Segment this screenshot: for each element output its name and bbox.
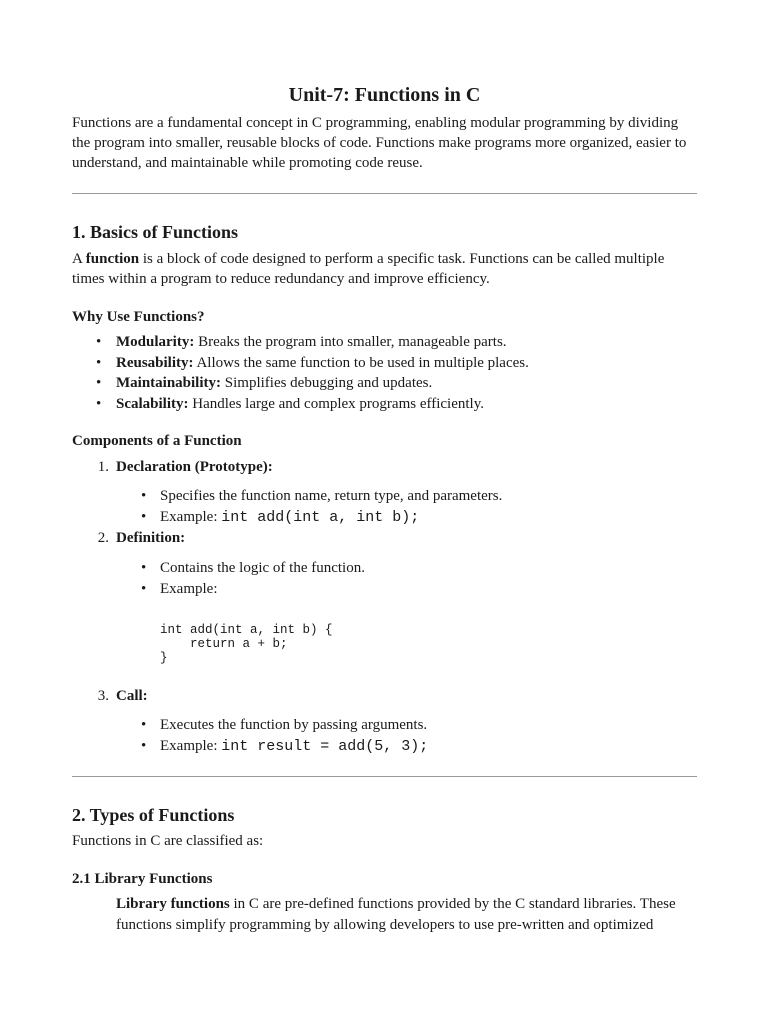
code-block: int add(int a, int b) { return a + b; } [160, 623, 333, 665]
component-call: Call: [116, 688, 148, 704]
bullet-marker: • [141, 560, 147, 576]
divider [72, 193, 697, 194]
divider [72, 776, 697, 777]
intro-paragraph: Functions are a fundamental concept in C programming, enabling modular programming by dividing the program into smaller, reusable blocks of code. Functions make programs more organized, easier to understand, and maintainable while promoting code reuse. [72, 115, 687, 171]
component-definition: Definition: [116, 530, 186, 546]
bullet-marker: • [141, 717, 147, 733]
bullet-marker: • [96, 375, 102, 391]
term-function: function [85, 251, 140, 267]
list-number: 1. [97, 459, 109, 475]
library-functions-paragraph: Library functions in C are pre-defined functions provided by the C standard libraries. These functions simplify programming by allowing developers to use pre-written and optimized [116, 896, 676, 933]
list-item-modularity: Modularity: Breaks the program into smaller, manageable parts. [116, 334, 507, 350]
call-description: Executes the function by passing arguments. [160, 717, 428, 733]
basics-paragraph: A function is a block of code designed to perform a specific task. Functions can be called multiple times within a program to reduce redundancy and improve efficiency. [72, 251, 665, 287]
component-declaration: Declaration (Prototype): [116, 459, 273, 475]
inline-code: int result = add(5, 3); [221, 738, 429, 755]
term-library-functions: Library functions [116, 896, 230, 912]
call-example: Example: int result = add(5, 3); [160, 738, 429, 755]
bullet-marker: • [141, 581, 147, 597]
declaration-example: Example: int add(int a, int b); [160, 509, 420, 526]
subheading-library-functions: 2.1 Library Functions [72, 871, 213, 887]
list-item-maintainability: Maintainability: Simplifies debugging and updates. [116, 375, 433, 391]
bullet-marker: • [96, 396, 102, 412]
declaration-description: Specifies the function name, return type, and parameters. [160, 488, 503, 504]
inline-code: int add(int a, int b); [221, 509, 420, 526]
list-number: 3. [97, 688, 109, 704]
subheading-why-use: Why Use Functions? [72, 309, 205, 325]
section-heading-types: 2. Types of Functions [72, 805, 235, 825]
subheading-components: Components of a Function [72, 433, 242, 449]
definition-description: Contains the logic of the function. [160, 560, 365, 576]
bullet-marker: • [141, 488, 147, 504]
list-item-reusability: Reusability: Allows the same function to be used in multiple places. [116, 355, 529, 371]
bullet-marker: • [96, 334, 102, 350]
list-number: 2. [97, 530, 109, 546]
bullet-marker: • [141, 738, 147, 754]
page-title: Unit-7: Functions in C [288, 84, 481, 106]
bullet-marker: • [96, 355, 102, 371]
list-item-scalability: Scalability: Handles large and complex programs efficiently. [116, 396, 484, 412]
definition-example-label: Example: [160, 581, 218, 597]
types-lead: Functions in C are classified as: [72, 833, 264, 849]
section-heading-basics: 1. Basics of Functions [72, 222, 239, 242]
bullet-marker: • [141, 509, 147, 525]
